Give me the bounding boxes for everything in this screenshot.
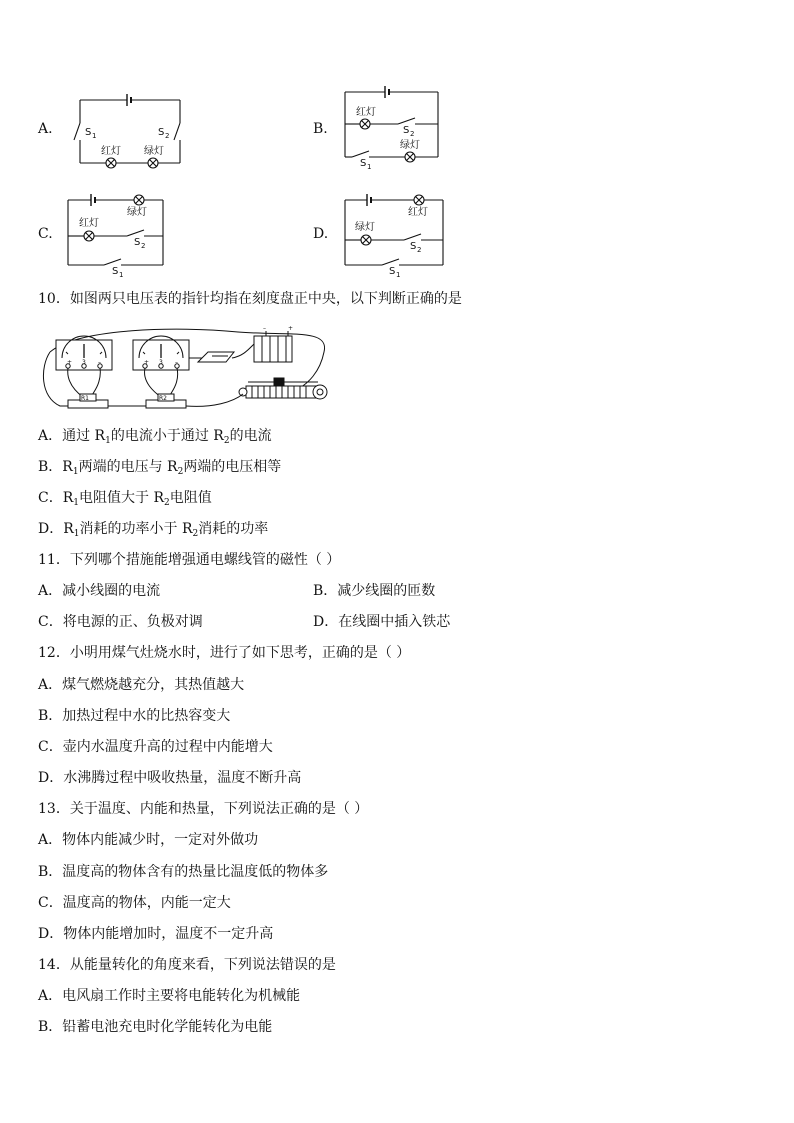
- label-s2: S: [158, 127, 165, 138]
- subscript: 2: [223, 436, 230, 446]
- q11-option-d: D．在线圈中插入铁芯: [313, 614, 451, 630]
- text: 消耗的功率小于 R: [79, 521, 193, 537]
- q10-option-a: [38, 427, 272, 450]
- label-red-lamp: 红灯: [408, 207, 428, 218]
- subscript: 2: [192, 529, 199, 539]
- subscript: 2: [164, 498, 170, 508]
- circuit-c: [68, 194, 163, 265]
- label-red-lamp: 红灯: [101, 146, 121, 157]
- svg-text:+: +: [144, 359, 150, 366]
- q14-stem: 14．从能量转化的角度来看，下列说法错误的是: [38, 957, 336, 973]
- text: D．R: [38, 521, 74, 537]
- subscript: 2: [177, 467, 184, 477]
- sub: 1: [367, 163, 372, 171]
- label-s2: S: [410, 241, 417, 252]
- sub: 1: [92, 132, 97, 140]
- q10-voltmeter-apparatus-figure: [38, 322, 338, 414]
- subscript: 1: [73, 529, 80, 539]
- text: A．通过 R: [38, 428, 106, 444]
- q14-option-a: A．电风扇工作时主要将电能转化为机械能: [38, 988, 301, 1004]
- q13-option-c: C．温度高的物体，内能一定大: [38, 895, 231, 911]
- q13-stem: 13．关于温度、内能和热量，下列说法正确的是（ ）: [38, 801, 369, 817]
- label-red-lamp: 红灯: [356, 107, 376, 118]
- label-green-lamp: 绿灯: [400, 140, 420, 151]
- q12-option-c: C．壶内水温度升高的过程中内能增大: [38, 739, 273, 755]
- text: 电阻值大于 R: [79, 490, 164, 506]
- text: C．R: [38, 490, 74, 506]
- label-s1: S: [85, 127, 92, 138]
- svg-text:3: 3: [159, 359, 163, 366]
- svg-text:3: 3: [82, 359, 86, 366]
- label-s2: S: [134, 237, 141, 248]
- q12-stem: 12．小明用煤气灶烧水时，进行了如下思考，正确的是（ ）: [38, 645, 411, 661]
- sub: 2: [165, 132, 170, 140]
- text: 的电流小于通过 R: [110, 428, 224, 444]
- q9-option-b-label: B.: [313, 121, 328, 137]
- subscript: 1: [72, 467, 79, 477]
- label-s1: S: [112, 266, 119, 277]
- q12-option-a: A．煤气燃烧越充分，其热值越大: [38, 677, 245, 693]
- q10-stem: 10．如图两只电压表的指针均指在刻度盘正中央，以下判断正确的是: [38, 291, 462, 307]
- label-red-lamp: 红灯: [79, 218, 99, 229]
- text: 的电流: [229, 428, 272, 444]
- q10-option-b: [38, 458, 281, 481]
- circuit-b: [345, 86, 438, 162]
- text: 两端的电压相等: [183, 459, 282, 475]
- svg-text:+: +: [288, 325, 294, 332]
- label-green-lamp: 绿灯: [144, 146, 164, 157]
- sub: 1: [396, 271, 401, 279]
- q9-option-d-label: D.: [313, 226, 329, 242]
- q10-option-c: [38, 489, 212, 512]
- subscript: 1: [73, 498, 79, 508]
- sub: 2: [141, 242, 146, 250]
- q9-option-c-label: C.: [38, 226, 53, 242]
- text: 消耗的功率: [198, 521, 269, 537]
- q9-option-a-label: A.: [38, 121, 53, 137]
- svg-text:R2: R2: [159, 395, 167, 402]
- label-s1: S: [389, 266, 396, 277]
- sub: 2: [410, 130, 415, 138]
- q12-option-d: D．水沸腾过程中吸收热量，温度不断升高: [38, 770, 302, 786]
- svg-text:+: +: [67, 359, 73, 366]
- q13-option-a: A．物体内能减少时，一定对外做功: [38, 832, 259, 848]
- label-green-lamp: 绿灯: [127, 207, 147, 218]
- q11-option-c: C．将电源的正、负极对调: [38, 614, 203, 630]
- q13-option-b: B．温度高的物体含有的热量比温度低的物体多: [38, 864, 329, 880]
- svg-text:–: –: [98, 359, 101, 366]
- subscript: 1: [105, 436, 111, 446]
- q10-option-d: [38, 520, 268, 543]
- sub: 2: [417, 246, 422, 254]
- label-s2: S: [403, 125, 410, 136]
- q11-stem: 11．下列哪个措施能增强通电螺线管的磁性（ ）: [38, 552, 341, 568]
- text: 两端的电压与 R: [78, 459, 178, 475]
- text: B．R: [38, 459, 73, 475]
- label-s1: S: [360, 158, 367, 169]
- q11-option-b: B．减少线圈的匝数: [313, 583, 436, 599]
- sub: 1: [119, 271, 124, 279]
- svg-text:–: –: [263, 325, 266, 332]
- q13-option-d: D．物体内能增加时，温度不一定升高: [38, 926, 274, 942]
- svg-text:R1: R1: [81, 395, 89, 402]
- q9-circuit-diagrams: [0, 0, 794, 290]
- label-green-lamp: 绿灯: [355, 222, 375, 233]
- q12-option-b: B．加热过程中水的比热容变大: [38, 708, 231, 724]
- text: 电阻值: [169, 490, 212, 506]
- q14-option-b: B．铅蓄电池充电时化学能转化为电能: [38, 1019, 273, 1035]
- svg-text:–: –: [175, 359, 178, 366]
- q11-option-a: A．减小线圈的电流: [38, 583, 161, 599]
